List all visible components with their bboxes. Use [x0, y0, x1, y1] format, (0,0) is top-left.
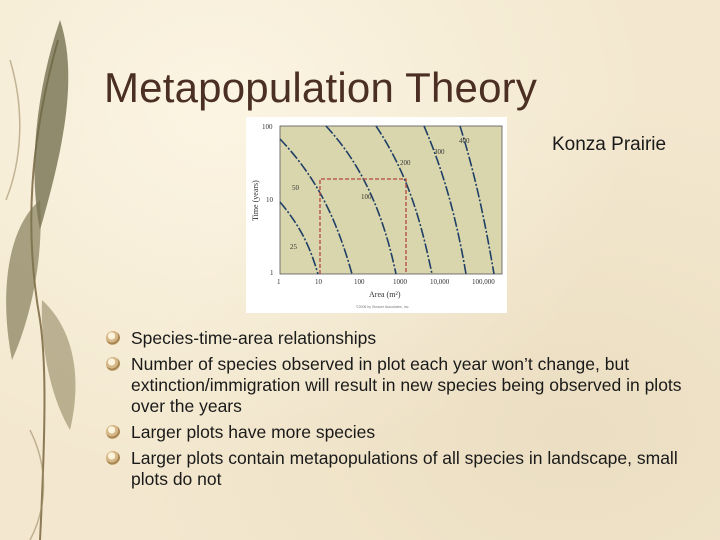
- contour-label-200: 200: [400, 159, 411, 167]
- x-tick-label: 100: [354, 278, 365, 286]
- bullet-text: Larger plots have more species: [131, 422, 376, 442]
- contour-label-100: 100: [361, 193, 372, 201]
- bullet-text: Species-time-area relationships: [131, 328, 377, 348]
- contour-chart: [246, 117, 507, 313]
- y-axis-title: Time (years): [251, 180, 260, 221]
- figure-credit: ©2006 by Sinauer Associates, Inc.: [356, 305, 410, 309]
- y-tick-label: 1: [270, 269, 274, 277]
- x-axis-title: Area (m²): [369, 290, 401, 299]
- bullet-icon: [106, 331, 120, 345]
- contour-label-25: 25: [290, 243, 297, 251]
- x-tick-label: 1000: [393, 278, 407, 286]
- leaf-decoration: [0, 0, 110, 540]
- bullet-item: [104, 354, 704, 417]
- x-tick-label: 1: [277, 278, 281, 286]
- y-tick-label: 10: [266, 196, 273, 204]
- contour-label-50: 50: [292, 184, 299, 192]
- y-tick-label: 100: [262, 123, 273, 131]
- contour-label-300: 300: [434, 148, 445, 156]
- bullet-text: Number of species observed in plot each year won’t change, but extinction/immigration will result in new species being observed in plots over the years: [131, 354, 682, 416]
- slide-title: Metapopulation Theory: [104, 64, 538, 111]
- bullet-icon: [106, 425, 120, 439]
- bullet-item: [104, 328, 704, 349]
- species-time-area-figure: [246, 117, 507, 313]
- x-tick-label: 10,000: [430, 278, 450, 286]
- bullet-icon: [106, 357, 120, 371]
- bullet-text: Larger plots contain metapopulations of all species in landscape, small plots do not: [131, 448, 678, 489]
- bullet-icon: [106, 451, 120, 465]
- x-tick-label: 10: [315, 278, 322, 286]
- plot-area: [280, 126, 502, 274]
- bullet-item: [104, 448, 704, 490]
- contour-label-400: 400: [459, 137, 470, 145]
- x-tick-label: 100,000: [472, 278, 495, 286]
- bullet-item: [104, 422, 704, 443]
- bullet-list: [104, 328, 704, 495]
- figure-caption: Konza Prairie: [552, 134, 667, 155]
